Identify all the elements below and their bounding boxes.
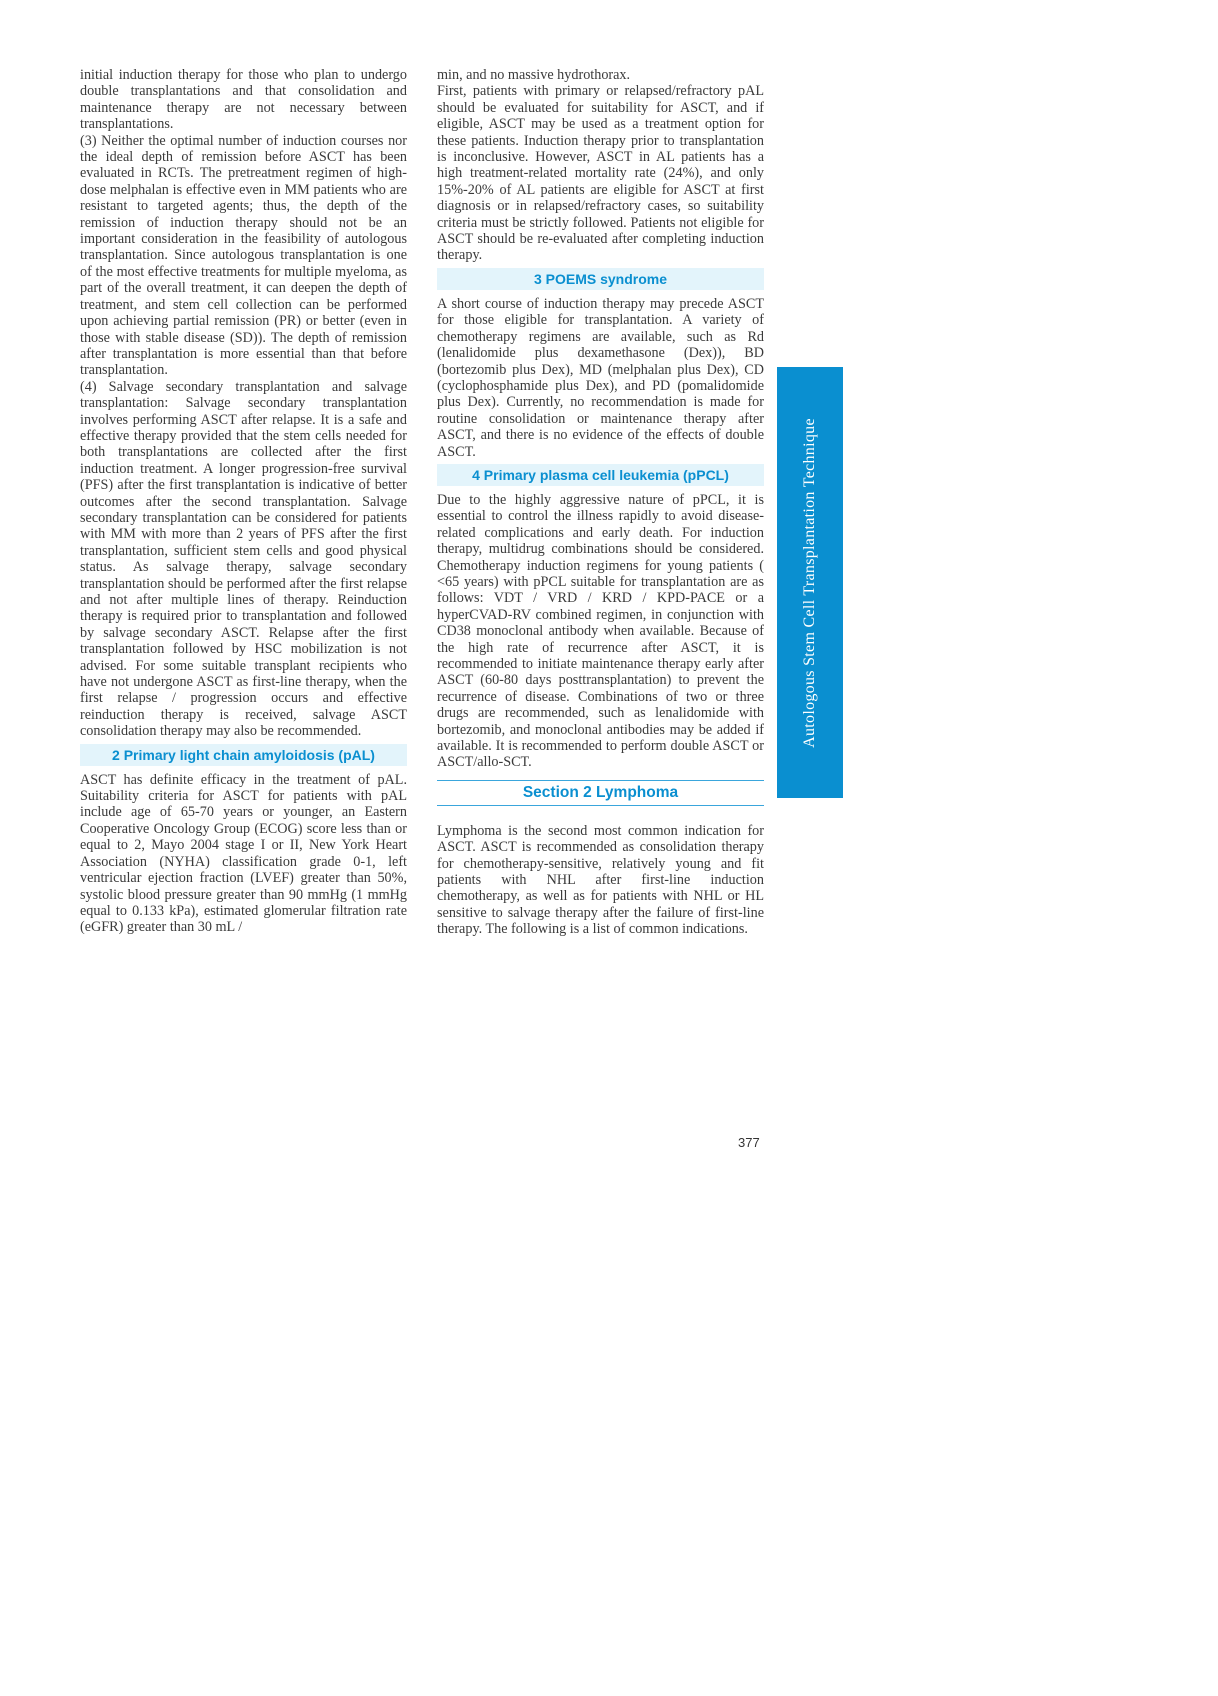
paragraph: A short course of induction therapy may precede ASCT for those eligible for transplantation. A variety of chemotherapy regimens are available, such as Rd (lenalidomide plus dexamethasone (Dex)), BD (bortezomib plus Dex), MD (melphalan plus Dex), CD (cyclophosphamide plus Dex), and PD (pomalidomide plus Dex). Currently, no recommendation is made for routine consolidation or maintenance therapy after ASCT, and there is no evidence of the effects of double ASCT. bbox=[437, 295, 764, 460]
right-column bbox=[437, 67, 764, 938]
left-column bbox=[80, 67, 407, 936]
chapter-side-tab bbox=[777, 367, 843, 798]
paragraph: First, patients with primary or relapsed/refractory pAL should be evaluated for suitability for ASCT, and if eligible, ASCT may be used as a treatment option for these patients. Induction therapy prior to transplantation is inconclusive. However, ASCT in AL patients has a high treatment-related mortality rate (24%), and only 15%-20% of AL patients are eligible for ASCT at first diagnosis or in relapsed/refractory cases, so suitability criteria must be strictly followed. Patients not eligible for ASCT should be re-evaluated after completing induction therapy. bbox=[437, 83, 764, 264]
subsection-heading-poems: 3 POEMS syndrome bbox=[437, 268, 764, 290]
paragraph: (3) Neither the optimal number of induction courses nor the ideal depth of remission before ASCT has been evaluated in RCTs. The pretreatment regimen of high-dose melphalan is effective even in MM patients who are resistant to targeted agents; thus, the depth of the remission of induction therapy should not be an important consideration in the feasibility of autologous transplantation. Since autologous transplantation is one of the most effective treatments for multiple myeloma, as part of the overall treatment, it can deepen the depth of treatment, and stem cell collection can be performed upon achieving partial remission (PR) or better (even in those with stable disease (SD)). The depth of remission after transplantation is more essential than that before transplantation. bbox=[80, 132, 407, 379]
section-title-lymphoma: Section 2 Lymphoma bbox=[437, 780, 764, 806]
subsection-heading-ppcl: 4 Primary plasma cell leukemia (pPCL) bbox=[437, 464, 764, 486]
paragraph: min, and no massive hydrothorax. bbox=[437, 67, 631, 83]
paragraph: Lymphoma is the second most common indication for ASCT. ASCT is recommended as consolidation therapy for chemotherapy-sensitive, relatively young and fit patients with NHL after first-line induction chemotherapy, as well as for patients with NHL or HL sensitive to salvage therapy after the failure of first-line therapy. The following is a list of common indications. bbox=[437, 822, 764, 938]
paragraph: ASCT has definite efficacy in the treatment of pAL. Suitability criteria for ASCT for patients with pAL include age of 65-70 years or younger, an Eastern Cooperative Oncology Group (ECOG) score less than or equal to 2, Mayo 2004 stage I or II, New York Heart Association (NYHA) classification grade 0-1, left ventricular ejection fraction (LVEF) greater than 50%, systolic blood pressure greater than 90 mmHg (1 mmHg equal to 0.133 kPa), estimated glomerular filtration rate (eGFR) greater than 30 mL / bbox=[80, 771, 407, 936]
page-number: 377 bbox=[738, 1135, 760, 1150]
paragraph: initial induction therapy for those who plan to undergo double transplantations and that consolidation and maintenance therapy are not necessary between transplantations. bbox=[80, 67, 407, 133]
subsection-heading-pal: 2 Primary light chain amyloidosis (pAL) bbox=[80, 744, 407, 766]
chapter-side-tab-label: Autologous Stem Cell Transplantation Technique bbox=[801, 417, 818, 748]
paragraph: (4) Salvage secondary transplantation and salvage transplantation: Salvage secondary transplantation involves performing ASCT after relapse. It is a safe and effective therapy provided that the stem cells needed for both transplantations are collected after the first induction treatment. A longer progression-free survival (PFS) after the first transplantation is indicative of better outcomes after the second transplantation. Salvage secondary transplantation can be considered for patients with MM with more than 2 years of PFS after the first transplantation, sufficient stem cells and good physical status. As salvage therapy, salvage secondary transplantation should be performed after the first relapse and not after multiple lines of therapy. Reinduction therapy is required prior to transplantation and followed by salvage secondary ASCT. Relapse after the first transplantation followed by HSC mobilization is not advised. For some suitable transplant recipients who have not undergone ASCT as first-line therapy, when the first relapse / progression occurs and effective reinduction therapy is received, salvage ASCT consolidation therapy may also be recommended. bbox=[80, 378, 407, 740]
paragraph: Due to the highly aggressive nature of pPCL, it is essential to control the illness rapidly to avoid disease-related complications and early death. For induction therapy, multidrug combinations should be considered. Chemotherapy induction regimens for young patients ( <65 years) with pPCL suitable for transplantation are as follows: VDT / VRD / KRD / KPD-PACE or a hyperCVAD-RV combined regimen, in conjunction with CD38 monoclonal antibody when available. Because of the high rate of recurrence after ASCT, it is recommended to initiate maintenance therapy early after ASCT (60-80 days posttransplantation) to prevent the recurrence of disease. Combinations of two or three drugs are recommended, such as lenalidomide with bortezomib, and monoclonal antibodies may be added if available. It is recommended to perform double ASCT or ASCT/allo-SCT. bbox=[437, 491, 764, 771]
